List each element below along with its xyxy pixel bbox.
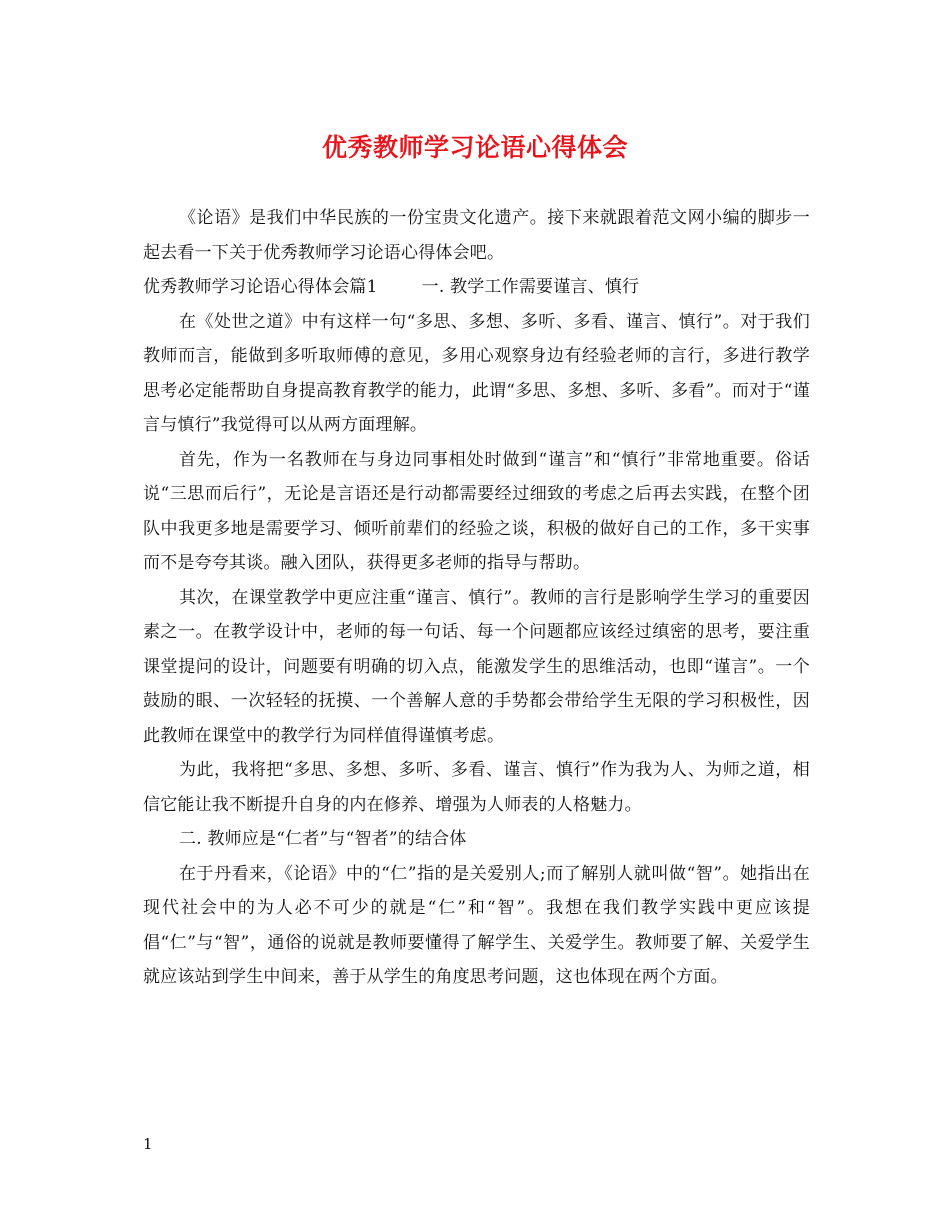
page-number: 1 [143,1135,153,1153]
point-two-heading: 二. 教师应是“仁者”与“智者”的结合体 [179,829,467,849]
document-title: 优秀教师学习论语心得体会 [321,133,628,162]
intro-paragraph: 《论语》是我们中华民族的一份宝贵文化遗产。接下来就跟着范文网小编的脚步一起去看一下关于优秀教师学习论语心得体会吧。 [143,208,810,263]
point-two-paragraph: 在于丹看来，《论语》中的“仁”指的是关爱别人;而了解别人就叫做“智”。她指出在现代社会中的为人必不可少的就是“仁”和“智”。我想在我们教学实践中更应该提倡“仁”与“智”，通俗的说就是教师要懂得了解学生、关爱学生。教师要了解、关爱学生就应该站到学生中间来，善于从学生的角度思考问题，这也体现在两个方面。 [143,863,810,987]
body-paragraph: 在《处世之道》中有这样一句“多思、多想、多听、多看、谨言、慎行”。对于我们教师而言，能做到多听取师傅的意见，多用心观察身边有经验老师的言行，多进行教学思考必定能帮助自身提高教育教学的能力，此谓“多思、多想、多听、多看”。而对于“谨言与慎行”我觉得可以从两方面理解。 [143,311,810,435]
section-heading: 优秀教师学习论语心得体会篇1 [143,277,378,297]
body-paragraph: 为此，我将把“多思、多想、多听、多看、谨言、慎行”作为我为人、为师之道，相信它能让我不断提升自身的内在修养、增强为人师表的人格魅力。 [143,760,810,815]
section-heading-line [143,270,810,305]
body-paragraph: 其次，在课堂教学中更应注重“谨言、慎行”。教师的言行是影响学生学习的重要因素之一。在教学设计中，老师的每一句话、每一个问题都应该经过缜密的思考，要注重课堂提问的设计，问题要有明确的切入点，能激发学生的思维活动，也即“谨言”。一个鼓励的眼、一次轻轻的抚摸、一个善解人意的手势都会带给学生无限的学习积极性，因此教师在课堂中的教学行为同样值得谨慎考虑。 [143,587,810,746]
body-paragraph: 首先，作为一名教师在与身边同事相处时做到“谨言”和“慎行”非常地重要。俗话说“三思而后行”，无论是言语还是行动都需要经过细致的考虑之后再去实践，在整个团队中我更多地是需要学习、倾听前辈们的经验之谈，积极的做好自己的工作，多干实事而不是夸夸其谈。融入团队，获得更多老师的指导与帮助。 [143,449,810,573]
point-one-heading: 一. 教学工作需要谨言、慎行 [421,277,640,297]
document-body [143,201,810,995]
